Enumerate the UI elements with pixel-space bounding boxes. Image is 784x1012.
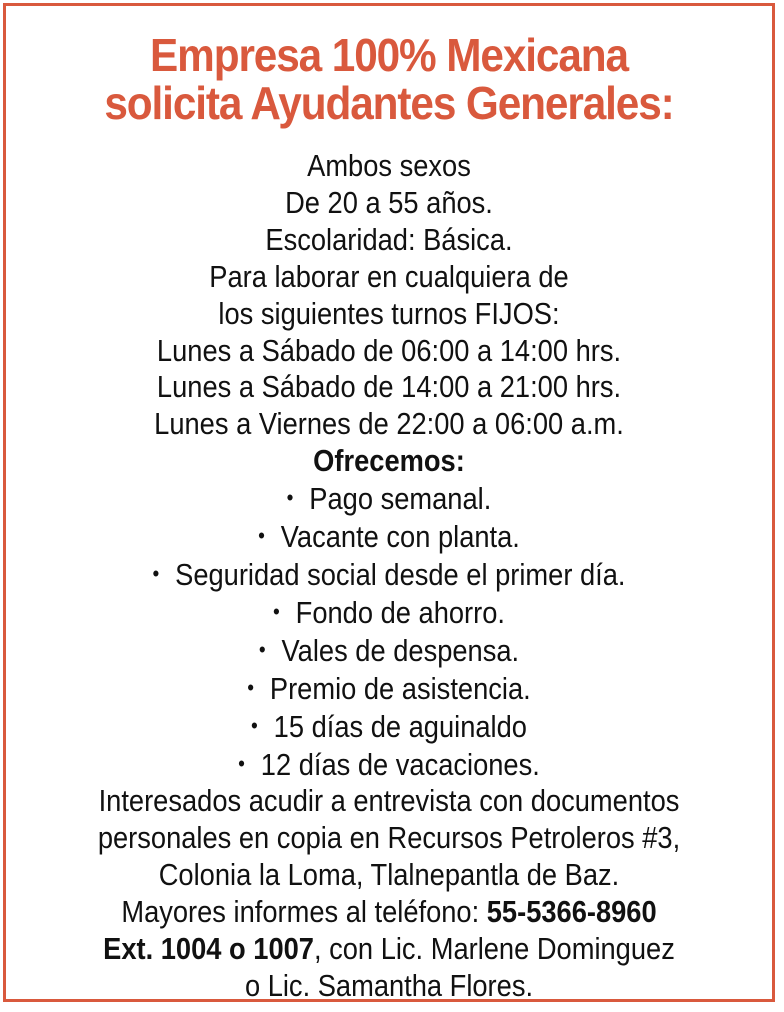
ad-closing <box>52 783 726 1004</box>
closing-line: Colonia la Loma, Tlalnepantla de Baz. <box>158 857 620 893</box>
phone-prefix: Mayores informes al teléfono: <box>121 894 487 930</box>
phone-extension: Ext. 1004 o 1007 <box>103 931 314 967</box>
contact-name-2: o Lic. Samantha Flores. <box>244 967 534 1003</box>
bullet-icon: • <box>152 560 160 586</box>
bullet-icon: • <box>273 598 280 624</box>
offer-item <box>52 518 726 556</box>
headline-line-2: solicita Ayudantes Generales: <box>104 77 674 129</box>
shift-line: Lunes a Sábado de 14:00 a 21:00 hrs. <box>156 369 622 405</box>
requirement-line: Para laborar en cualquiera de <box>209 258 569 294</box>
shift-line: Lunes a Sábado de 06:00 a 14:00 hrs. <box>156 332 622 368</box>
requirement-line: Escolaridad: Básica. <box>265 221 513 257</box>
headline-line-1: Empresa 100% Mexicana <box>150 29 628 81</box>
closing-line: personales en copia en Recursos Petroleros #3, <box>97 820 681 856</box>
offer-item-label: Vales de despensa. <box>281 632 520 668</box>
bullet-icon: • <box>258 523 265 549</box>
offer-item-label: Vacante con planta. <box>280 519 520 555</box>
phone-number: 55-5366-8960 <box>486 894 657 930</box>
requirement-line: los siguientes turnos FIJOS: <box>218 295 560 331</box>
offer-item <box>52 594 726 632</box>
bullet-icon: • <box>286 485 294 511</box>
offer-item-label: Premio de asistencia. <box>269 670 531 706</box>
offer-item-label: Pago semanal. <box>309 481 492 517</box>
ad-body <box>52 148 726 783</box>
shift-line: Lunes a Viernes de 22:00 a 06:00 a.m. <box>154 406 624 442</box>
offer-item <box>52 556 726 594</box>
bullet-icon: • <box>251 712 258 738</box>
offer-item-label: 15 días de aguinaldo <box>273 708 527 744</box>
bullet-icon: • <box>238 750 245 776</box>
offer-item <box>52 480 726 518</box>
contact-phone-line <box>52 894 726 931</box>
job-ad <box>3 3 775 1002</box>
requirement-line: De 20 a 55 años. <box>285 184 493 220</box>
contact-extension-line <box>52 931 726 968</box>
offer-item-label: Seguridad social desde el primer día. <box>175 556 626 592</box>
bullet-icon: • <box>258 636 266 662</box>
offer-item-label: 12 días de vacaciones. <box>260 746 540 782</box>
bullet-icon: • <box>247 674 255 700</box>
requirement-line: Ambos sexos <box>307 148 471 183</box>
offer-item <box>52 632 726 670</box>
offers-title: Ofrecemos: <box>313 443 465 479</box>
offer-item <box>52 746 726 784</box>
offer-item <box>52 670 726 708</box>
offer-item <box>52 708 726 746</box>
closing-line: Interesados acudir a entrevista con documentos <box>98 783 680 819</box>
contact-name-1: , con Lic. Marlene Dominguez <box>313 931 675 967</box>
offer-item-label: Fondo de ahorro. <box>295 594 505 630</box>
ad-headline <box>37 6 742 129</box>
